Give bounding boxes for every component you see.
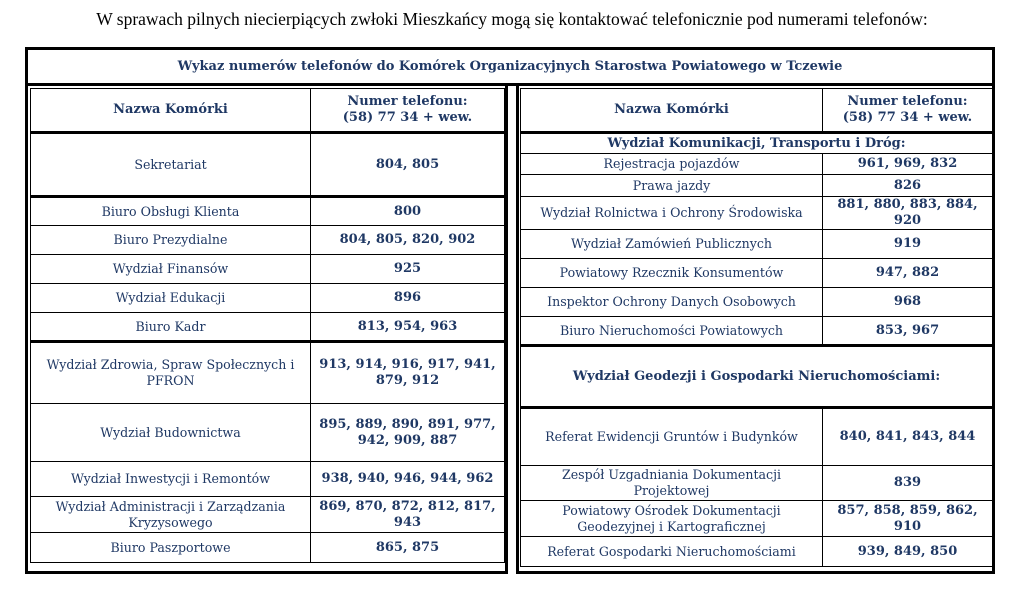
unit-name: Referat Ewidencji Gruntów i Budynków [521, 408, 823, 466]
unit-name: Biuro Kadr [31, 313, 311, 342]
unit-name: Wydział Budownictwa [31, 404, 311, 462]
unit-phone: 839 [823, 466, 993, 501]
intro-text: W sprawach pilnych niecierpiących zwłoki Mieszkańcy mogą się kontaktować telefonicznie pod numerami telefonów: [96, 9, 928, 29]
phone-directory [25, 47, 995, 574]
unit-phone: 881, 880, 883, 884, 920 [823, 197, 993, 230]
unit-phone: 869, 870, 872, 812, 817, 943 [311, 497, 505, 533]
header-phone-line1: Numer telefonu: [847, 94, 968, 109]
unit-name: Wydział Zamówień Publicznych [521, 230, 823, 259]
unit-phone: 925 [311, 255, 505, 284]
unit-name: Powiatowy Ośrodek Dokumentacji Geodezyjnej i Kartograficznej [521, 501, 823, 537]
unit-phone: 896 [311, 284, 505, 313]
header-phone-line1: Numer telefonu: [347, 94, 468, 109]
unit-name: Powiatowy Rzecznik Konsumentów [521, 259, 823, 288]
unit-name: Wydział Zdrowia, Spraw Społecznych i PFRON [31, 342, 311, 404]
header-phone [311, 89, 505, 133]
unit-phone: 968 [823, 288, 993, 317]
unit-phone: 853, 967 [823, 317, 993, 346]
header-phone-line2: (58) 77 34 + wew. [842, 110, 973, 125]
unit-phone: 800 [311, 197, 505, 226]
unit-name: Rejestracja pojazdów [521, 154, 823, 175]
unit-name: Inspektor Ochrony Danych Osobowych [521, 288, 823, 317]
unit-name: Zespół Uzgadniania Dokumentacji Projektowej [521, 466, 823, 501]
column-divider [505, 86, 519, 574]
unit-name: Referat Gospodarki Nieruchomościami [521, 537, 823, 567]
header-phone-line2: (58) 77 34 + wew. [342, 110, 473, 125]
unit-phone: 947, 882 [823, 259, 993, 288]
left-table [30, 88, 505, 563]
right-table [520, 88, 993, 567]
unit-phone: 804, 805 [311, 133, 505, 197]
unit-name: Wydział Inwestycji i Remontów [31, 462, 311, 497]
unit-name: Prawa jazdy [521, 175, 823, 197]
section-geodesy: Wydział Geodezji i Gospodarki Nieruchomościami: [521, 346, 993, 408]
unit-name: Biuro Obsługi Klienta [31, 197, 311, 226]
unit-phone: 813, 954, 963 [311, 313, 505, 342]
unit-phone: 826 [823, 175, 993, 197]
unit-name: Biuro Paszportowe [31, 533, 311, 563]
unit-phone: 938, 940, 946, 944, 962 [311, 462, 505, 497]
unit-name: Sekretariat [31, 133, 311, 197]
unit-phone: 919 [823, 230, 993, 259]
unit-name: Wydział Rolnictwa i Ochrony Środowiska [521, 197, 823, 230]
header-name: Nazwa Komórki [521, 89, 823, 133]
unit-name: Wydział Edukacji [31, 284, 311, 313]
section-transport: Wydział Komunikacji, Transportu i Dróg: [521, 133, 993, 154]
directory-title: Wykaz numerów telefonów do Komórek Organizacyjnych Starostwa Powiatowego w Tczewie [28, 50, 992, 86]
unit-name: Biuro Prezydialne [31, 226, 311, 255]
unit-name: Biuro Nieruchomości Powiatowych [521, 317, 823, 346]
unit-phone: 857, 858, 859, 862, 910 [823, 501, 993, 537]
unit-phone: 961, 969, 832 [823, 154, 993, 175]
unit-phone: 913, 914, 916, 917, 941, 879, 912 [311, 342, 505, 404]
unit-phone: 840, 841, 843, 844 [823, 408, 993, 466]
header-name: Nazwa Komórki [31, 89, 311, 133]
unit-name: Wydział Finansów [31, 255, 311, 284]
unit-phone: 939, 849, 850 [823, 537, 993, 567]
unit-name: Wydział Administracji i Zarządzania Kryzysowego [31, 497, 311, 533]
unit-phone: 865, 875 [311, 533, 505, 563]
header-phone [823, 89, 993, 133]
unit-phone: 804, 805, 820, 902 [311, 226, 505, 255]
unit-phone: 895, 889, 890, 891, 977, 942, 909, 887 [311, 404, 505, 462]
